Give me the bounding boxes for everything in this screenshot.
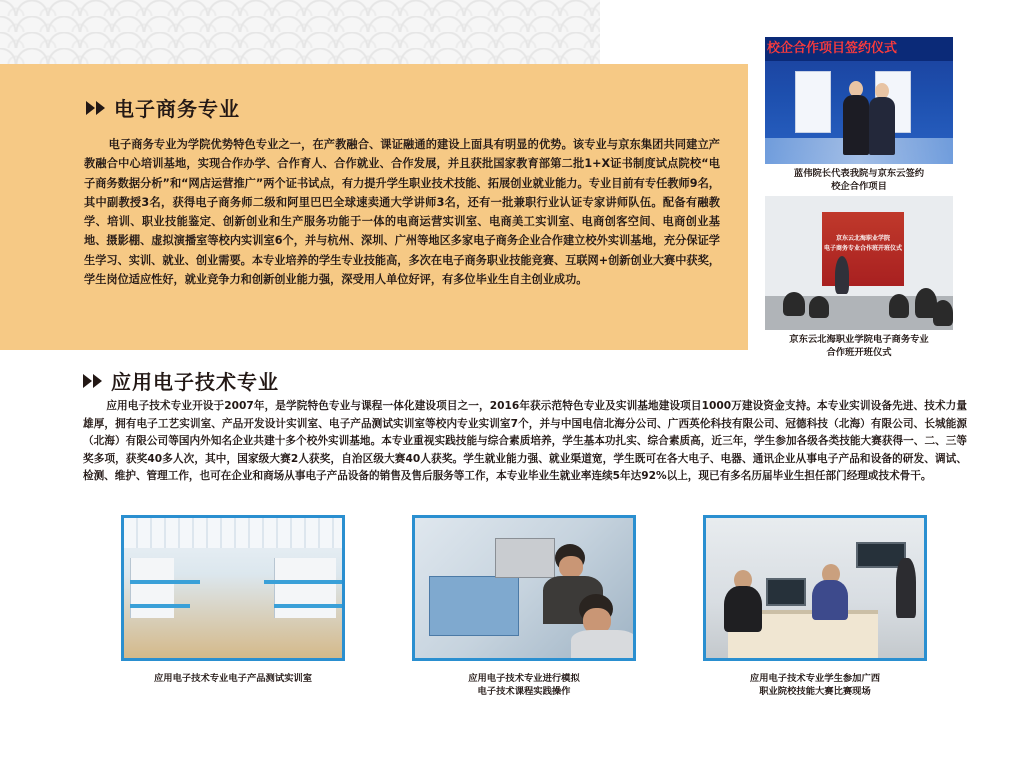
- classroom-photo: [765, 196, 953, 330]
- screen-text: 电子商务专业合作班开班仪式: [823, 245, 902, 252]
- lab-bench-rail: [130, 604, 190, 608]
- practice-photo: [412, 515, 636, 661]
- competition-caption: [703, 672, 927, 698]
- caption-line: 京东云北海职业学院电子商务专业: [789, 334, 929, 345]
- signed-agreement-board-left: [795, 71, 831, 133]
- contestant-figure: [812, 580, 848, 620]
- person-figure: [843, 95, 869, 155]
- section1-body: 电子商务专业为学院优势特色专业之一，在产教融合、课证融通的建设上面具有明显的优势。该专业与京东集团共同建立产教融合中心培训基地，实现合作办学、合作育人、合作就业、合作发展，并且获批国家教育部第二批1+X证书制度试点院校“电子商务数据分析”和“网店运营推广”两个证书试点，有力提升学生职业技术技能、拓展创业就业能力。专业目前有专任教师9名，其中副教授3名，获得电子商务师二级和阿里巴巴全球速卖通大学讲师3名，还有一批兼职行业认证专家讲师队伍。配备有融教学、培训、职业技能鉴定、创新创业和生产服务功能于一体的电商运营实训室、电商美工实训室、电商创客空间、电商创业基地、摄影棚、虚拟演播室等校内实训室6个，并与杭州、深圳、广州等地区多家电子商务企业合作建立校外实训基地，充分保证学生学习、实训、就业、创业需要。本专业培养的学生专业技能高，多次在电子商务职业技能竞赛、互联网+创新创业大赛中获奖，学生岗位适应性好，就业竞争力和创新创业能力强，深受用人单位好评，有多位毕业生自主创业成功。: [84, 138, 720, 287]
- caption-line: 校企合作项目: [831, 181, 887, 192]
- computer-monitor: [766, 578, 806, 606]
- competition-photo: [703, 515, 927, 661]
- section2-heading: [83, 366, 279, 395]
- testing-lab-photo: [121, 515, 345, 661]
- decorative-wave-pattern: [0, 0, 600, 64]
- lab-bench-rail: [264, 580, 342, 584]
- ceremony-banner: 校企合作项目签约仪式: [765, 37, 953, 61]
- speaker-figure: [835, 256, 849, 294]
- student-face: [559, 556, 583, 578]
- student-figure: [783, 292, 805, 316]
- section1-title: 电子商务专业: [114, 97, 240, 121]
- lab-bench: [274, 558, 336, 618]
- section2-body: 应用电子技术专业开设于2007年，是学院特色专业与课程一体化建设项目之一，2016年获示范特色专业及实训基地建设项目1000万建设资金支持。本专业实训设备先进、技术力量雄厚，拥有电子工艺实训室、产品开发设计实训室、电子产品测试实训室等校内专业实训室7个，并与中国电信北海分公司、广西英伦科技有限公司、冠德科技（北海）有限公司、长城能源（北海）有限公司等国内外知名企业共建十多个校外实训基地。本专业重视实践技能与综合素质培养，学生基本功扎实、综合素质高，近三年，学生参加各级各类技能大赛获得一、二、三等奖多项，获奖40多人次，其中，国家级大赛2人获奖，自治区级大赛40人获奖。学生就业能力强、就业渠道宽，学生既可在各大电子、电器、通讯企业从事电子产品和设备的研发、调试、检测、维护、管理工作，也可在企业和商场从事电子产品设备的销售及售后服务等工作，本专业毕业生就业率连续5年达92%以上，现已有多名历届毕业生担任部门经理或技术骨干。: [83, 400, 967, 483]
- practice-caption: [412, 672, 636, 698]
- lab-ceiling: [124, 518, 342, 548]
- caption-line: 应用电子技术专业学生参加广西: [749, 673, 881, 684]
- judge-figure: [896, 558, 916, 618]
- caption-line: 电子技术课程实践操作: [477, 686, 571, 697]
- caption-line: 应用电子技术专业进行模拟: [468, 673, 580, 684]
- section1-heading: [86, 93, 240, 122]
- signing-caption: [765, 167, 953, 193]
- caption-line: 蓝伟院长代表我院与京东云签约: [793, 168, 925, 179]
- circuit-training-board: [429, 576, 519, 636]
- section2-title: 应用电子技术专业: [111, 370, 279, 394]
- double-arrow-icon: [86, 101, 106, 115]
- double-arrow-icon: [83, 374, 103, 388]
- lab-bench: [130, 558, 174, 618]
- caption-line: 职业院校技能大赛比赛现场: [759, 686, 871, 697]
- instrument-panel: [495, 538, 555, 578]
- student-figure: [889, 294, 909, 318]
- student-body: [571, 630, 636, 661]
- caption-line: 合作班开班仪式: [826, 347, 892, 358]
- classroom-caption: [765, 333, 953, 359]
- lab-caption: [121, 672, 345, 685]
- person-figure: [869, 97, 895, 155]
- student-figure: [809, 296, 829, 318]
- screen-text: 京东云北海职业学院: [835, 235, 890, 242]
- caption-line: 应用电子技术专业电子产品测试实训室: [153, 673, 313, 684]
- signing-ceremony-photo: [765, 37, 953, 164]
- contestant-figure: [724, 586, 762, 632]
- lab-bench-rail: [274, 604, 342, 608]
- lab-bench-rail: [130, 580, 200, 584]
- student-figure: [933, 300, 953, 326]
